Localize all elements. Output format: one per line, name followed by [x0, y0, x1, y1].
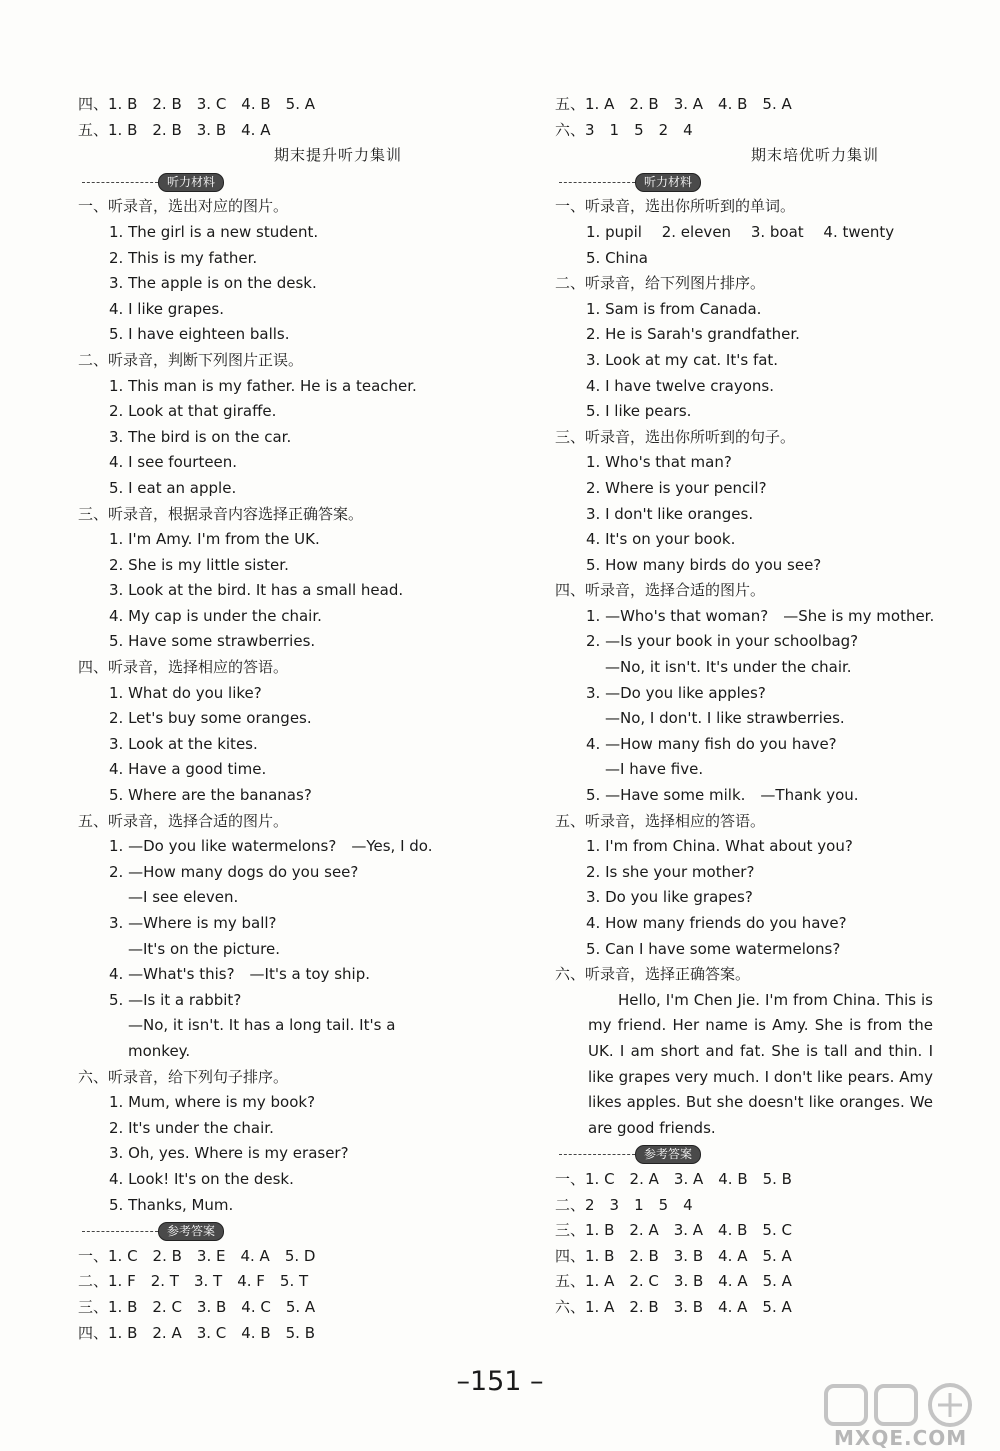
- transcript-line: 1. Who's that man?: [586, 453, 732, 472]
- transcript-line: 2. —Is your book in your schoolbag?: [586, 632, 859, 651]
- transcript-line: 1. Sam is from Canada.: [586, 299, 762, 318]
- transcript-line: 5. I have eighteen balls.: [109, 325, 290, 344]
- transcript-line: —No, it isn't. It's under the chair.: [605, 658, 852, 677]
- label-divider: [555, 169, 955, 195]
- dashed-rule: [559, 1154, 635, 1155]
- transcript-line: 5. Where are the bananas?: [109, 786, 312, 805]
- part-heading: 二、听录音，给下列图片排序。: [555, 274, 766, 293]
- passage-body: Hello, I'm Chen Jie. I'm from China. This is my friend. Her name is Amy. She is from the UK. I am short and fat. She is tall and thin. I like grapes very much. I don't like pears. Amy likes apples. But she doesn't like oranges. We are good friends.: [588, 990, 933, 1137]
- label-tag: 听力材料: [635, 173, 701, 192]
- answer-line: 一、1. C 2. A 3. A 4. B 5. B: [555, 1169, 792, 1188]
- transcript-line: 1. Mum, where is my book?: [109, 1093, 316, 1112]
- transcript-line: 3. Look at my cat. It's fat.: [586, 350, 779, 369]
- transcript-line: 4. —How many fish do you have?: [586, 734, 837, 753]
- transcript-line: 1. The girl is a new student.: [109, 222, 319, 241]
- transcript-line: 5. —Is it a rabbit?: [109, 990, 242, 1009]
- transcript-line: 1. What do you like?: [109, 683, 262, 702]
- passage-text: [555, 988, 933, 1142]
- transcript-line: 1. —Do you like watermelons? —Yes, I do.: [109, 837, 433, 856]
- transcript-line: 3. Look at the kites.: [109, 734, 258, 753]
- transcript-line: 3. Oh, yes. Where is my eraser?: [109, 1144, 349, 1163]
- transcript-line: 2. This is my father.: [109, 248, 258, 267]
- answer-line: 三、1. B 2. C 3. B 4. C 5. A: [78, 1297, 316, 1316]
- label-tag: 参考答案: [635, 1145, 701, 1164]
- part-heading: 一、听录音，选出你所听到的单词。: [555, 197, 796, 216]
- part-heading: 六、听录音，给下列句子排序。: [78, 1067, 289, 1086]
- page-number: –151 –: [456, 1366, 544, 1397]
- answer-line: 四、1. B 2. B 3. C 4. B 5. A: [78, 95, 316, 113]
- transcript-line: 4. I have twelve crayons.: [586, 376, 775, 395]
- answer-line: 四、1. B 2. A 3. C 4. B 5. B: [78, 1323, 316, 1342]
- transcript-line: 3. —Where is my ball?: [109, 914, 277, 932]
- answer-line: 三、1. B 2. A 3. A 4. B 5. C: [555, 1221, 792, 1240]
- transcript-line: 3. Do you like grapes?: [586, 888, 753, 907]
- transcript-line: 2. She is my little sister.: [109, 555, 289, 574]
- transcript-line: 4. I see fourteen.: [109, 453, 238, 472]
- transcript-line: 4. My cap is under the chair.: [109, 606, 322, 625]
- dashed-rule: [82, 182, 158, 183]
- transcript-line: 1. —Who's that woman? —She is my mother.: [586, 606, 935, 625]
- part-heading: 四、听录音，选择合适的图片。: [555, 581, 766, 600]
- answer-line: 二、2 3 1 5 4: [555, 1195, 693, 1214]
- section-title: 期末提升听力集训: [273, 146, 402, 165]
- transcript-line: 5. Can I have some watermelons?: [586, 939, 841, 958]
- transcript-line: 3. I don't like oranges.: [586, 504, 754, 523]
- watermark-logo: [820, 1380, 990, 1450]
- answer-line: 一、1. C 2. B 3. E 4. A 5. D: [78, 1246, 316, 1265]
- transcript-line: 2. Let's buy some oranges.: [109, 709, 312, 728]
- transcript-line: 3. The apple is on the desk.: [109, 274, 317, 293]
- transcript-line: 4. Have a good time.: [109, 760, 267, 779]
- part-heading: 二、听录音，判断下列图片正误。: [78, 350, 304, 369]
- part-heading: 三、听录音，根据录音内容选择正确答案。: [78, 504, 364, 523]
- dashed-rule: [82, 1231, 158, 1232]
- transcript-line: —No, it isn't. It has a long tail. It's a: [128, 1016, 396, 1035]
- part-heading: 一、听录音，选出对应的图片。: [78, 197, 289, 216]
- transcript-line: 4. —What's this? —It's a toy ship.: [109, 965, 370, 984]
- transcript-line: 4. How many friends do you have?: [586, 914, 847, 932]
- transcript-line: —It's on the picture.: [128, 939, 281, 958]
- transcript-line: 3. The bird is on the car.: [109, 427, 292, 446]
- transcript-line: 5. Thanks, Mum.: [109, 1195, 234, 1214]
- transcript-line: 2. Look at that giraffe.: [109, 402, 277, 421]
- transcript-line: 2. —How many dogs do you see?: [109, 862, 359, 881]
- transcript-line: —I have five.: [605, 760, 704, 779]
- answer-line: 六、3 1 5 2 4: [555, 120, 693, 139]
- transcript-line: 4. It's on your book.: [586, 530, 736, 549]
- transcript-line: 5. I like pears.: [586, 402, 692, 421]
- transcript-line: 2. Is she your mother?: [586, 862, 755, 881]
- part-heading: 五、听录音，选择相应的答语。: [555, 811, 766, 830]
- label-tag: 听力材料: [158, 173, 224, 192]
- part-heading: 六、听录音，选择正确答案。: [555, 965, 751, 984]
- part-heading: 五、听录音，选择合适的图片。: [78, 811, 289, 830]
- transcript-line: 5. China: [586, 248, 648, 267]
- transcript-line: 2. Where is your pencil?: [586, 478, 767, 497]
- transcript-line: 5. How many birds do you see?: [586, 555, 822, 574]
- transcript-line: 3. Look at the bird. It has a small head.: [109, 581, 404, 600]
- answer-line: 五、1. B 2. B 3. B 4. A: [78, 120, 271, 139]
- answer-line: 六、1. A 2. B 3. B 4. A 5. A: [555, 1297, 792, 1316]
- label-divider: [78, 1218, 478, 1244]
- part-heading: 四、听录音，选择相应的答语。: [78, 658, 289, 677]
- transcript-line: 4. I like grapes.: [109, 299, 224, 318]
- left-column: [78, 92, 478, 1346]
- transcript-line: 2. It's under the chair.: [109, 1118, 274, 1137]
- transcript-line: 1. I'm from China. What about you?: [586, 837, 853, 856]
- label-divider: [555, 1141, 955, 1167]
- section-title: 期末培优听力集训: [750, 146, 879, 165]
- label-divider: [78, 169, 478, 195]
- right-column: [555, 92, 955, 1321]
- answer-line: 五、1. A 2. C 3. B 4. A 5. A: [555, 1272, 792, 1291]
- part-heading: 三、听录音，选出你所听到的句子。: [555, 427, 796, 446]
- answer-line: 二、1. F 2. T 3. T 4. F 5. T: [78, 1272, 309, 1291]
- transcript-line: monkey.: [128, 1041, 191, 1060]
- transcript-line: 5. I eat an apple.: [109, 478, 237, 497]
- transcript-line: —I see eleven.: [128, 888, 239, 907]
- transcript-line: 2. He is Sarah's grandfather.: [586, 325, 800, 344]
- transcript-line: 1. This man is my father. He is a teacher.: [109, 376, 417, 395]
- transcript-line: 5. Have some strawberries.: [109, 632, 316, 651]
- answer-line: 四、1. B 2. B 3. B 4. A 5. A: [555, 1246, 792, 1265]
- watermark-emblem-icon: [820, 1380, 990, 1430]
- transcript-line: 1. pupil 2. eleven 3. boat 4. twenty: [586, 222, 895, 241]
- transcript-line: 1. I'm Amy. I'm from the UK.: [109, 530, 320, 549]
- transcript-line: 4. Look! It's on the desk.: [109, 1169, 294, 1188]
- label-tag: 参考答案: [158, 1222, 224, 1241]
- watermark-text: MXQE.COM: [834, 1426, 968, 1450]
- transcript-line: —No, I don't. I like strawberries.: [605, 709, 845, 728]
- transcript-line: 3. —Do you like apples?: [586, 683, 766, 702]
- answer-line: 五、1. A 2. B 3. A 4. B 5. A: [555, 95, 792, 113]
- dashed-rule: [559, 182, 635, 183]
- transcript-line: 5. —Have some milk. —Thank you.: [586, 786, 859, 805]
